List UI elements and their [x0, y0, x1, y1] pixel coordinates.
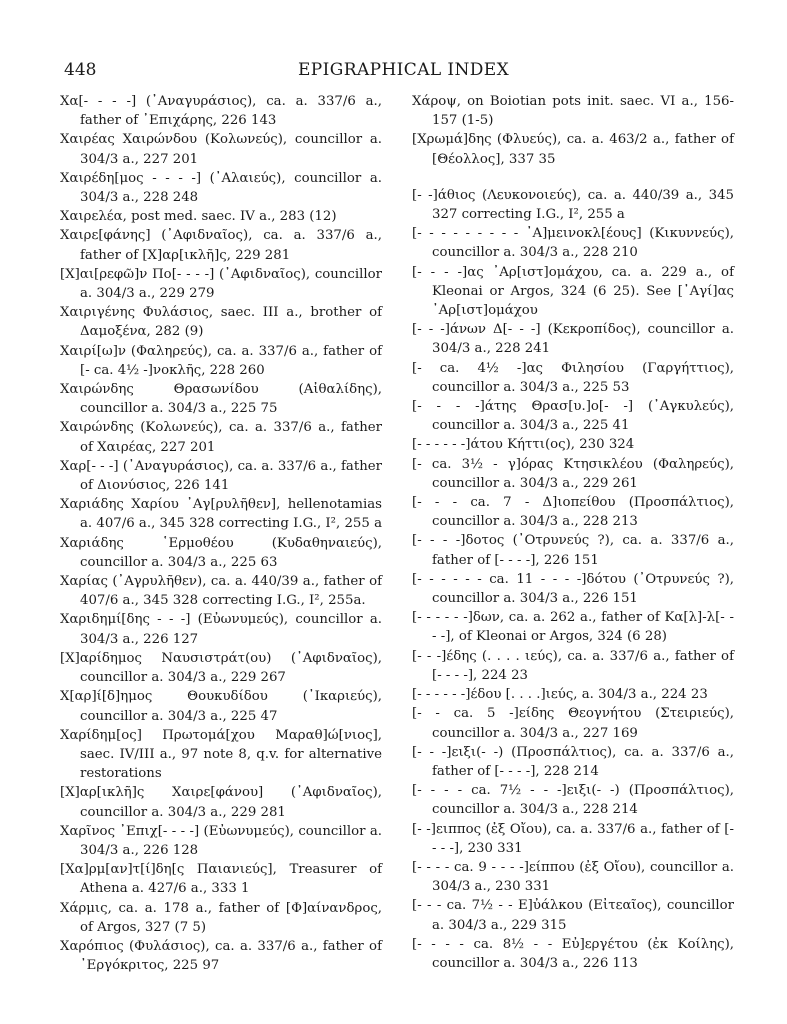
index-entry: [- - - - ca. 9 - - - -]είππου (ἐξ Οἴου), councillor a. 304/3 a., 230 331 — [412, 859, 734, 895]
index-entry: [- - - ca. 7½ - - Ε]ὐάλκου (Εἰτεαῖος), councillor a. 304/3 a., 229 315 — [412, 898, 734, 933]
index-entry: [- - - -]ας ᾿Αρ[ιστ]ομάχου, ca. a. 229 a., of Kleonai or Argos, 324 (6 25). See [᾿Αγί]ας ᾿Αρ[ιστ]ομάχου — [412, 264, 734, 319]
index-entry: [Χ]αρίδημος Ναυσιστράτ(ου) (᾿Αφιδναῖος), councillor a. 304/3 a., 229 267 — [60, 650, 382, 686]
index-entry: [- - - ca. 7 - Δ]ιοπείθου (Προσπάλτιος), councillor a. 304/3 a., 228 213 — [412, 495, 734, 530]
index-entry: [- - -]ειξι(- -) (Προσπάλτιος), ca. a. 337/6 a., father of [- - - -], 228 214 — [412, 744, 734, 779]
index-entry: [- - - - - -]άτου Κήττι(ος), 230 324 — [412, 437, 635, 453]
index-entry: [- - - - - - ca. 11 - - - -]δότου (᾿Οτρυνεύς ?), councillor a. 304/3 a., 226 151 — [412, 571, 734, 607]
index-entry: Χαιρέδη[μος - - - -] (᾿Αλαιεύς), councillor a. 304/3 a., 228 248 — [60, 170, 382, 206]
right-column — [412, 92, 734, 973]
index-entry: Χαιρε[φάνης] (᾿Αφιδναῖος), ca. a. 337/6 a., father of [Χ]αρ[ικλῆ]ς, 229 281 — [60, 228, 382, 263]
index-entry: Χαρῖνος ᾿Επιχ[- - - -] (Εὐωνυμεύς), councillor a. 304/3 a., 226 128 — [60, 823, 382, 858]
index-entry: [- - - - - -]δων, ca. a. 262 a., father of Κα[λ]-λ[- - - -], of Kleonai or Argos, 324 (6 28) — [412, 610, 734, 645]
index-entry: [- - - - - - - - - ᾿Α]μεινοκλ[έους] (Κικυννεύς), councillor a. 304/3 a., 228 210 — [412, 226, 734, 261]
index-entry: [Χ]αι[ρεφῶ]ν Πο[- - - -] (᾿Αφιδναῖος), councillor a. 304/3 a., 229 279 — [60, 266, 382, 302]
index-entry: Χαριάδης Χαρίου ᾿Αγ[ρυλῆθεν], hellenotamias a. 407/6 a., 345 328 correcting I.G., I², 255 a — [60, 497, 383, 532]
index-entry: Χαρίας (᾿Αγρυλῆθεν), ca. a. 440/39 a., father of 407/6 a., 345 328 correcting I.G., I², 255a. — [60, 574, 382, 609]
running-title: EPIGRAPHICAL INDEX — [298, 60, 510, 80]
index-entry: [- - - -]δοτος (᾿Οτρυνεύς ?), ca. a. 337/6 a., father of [- - - -], 226 151 — [412, 533, 734, 568]
index-entry: [- - - - - -]έδου [. . . .]ιεύς, a. 304/3 a., 224 23 — [412, 687, 708, 703]
index-entry: Χαριάδης ῾Ερμοθέου (Κυδαθηναιεύς), councillor a. 304/3 a., 225 63 — [60, 535, 382, 570]
index-entry: Χαιρί[ω]ν (Φαληρεύς), ca. a. 337/6 a., father of [- ca. 4½ -]νοκλῆς, 228 260 — [60, 343, 382, 378]
index-entry: [- - - - ca. 8½ - - Εὐ]εργέτου (ἐκ Κοίλης), councillor a. 304/3 a., 226 113 — [412, 936, 734, 971]
left-column — [60, 92, 382, 975]
index-entry: [Χρωμά]δης (Φλυεύς), ca. a. 463/2 a., father of [Θέολλος], 337 35 — [412, 132, 734, 167]
index-entry: [- - -]άνων Δ[- - -] (Κεκροπίδος), councillor a. 304/3 a., 228 241 — [412, 322, 734, 357]
page-number: 448 — [64, 60, 97, 80]
index-entry: [Χ]αρ[ικλῆ]ς Χαιρε[φάνου] (᾿Αφιδναῖος), councillor a. 304/3 a., 229 281 — [60, 785, 382, 820]
index-entry: Χαιριγένης Φυλάσιος, saec. III a., brother of Δαμοξένα, 282 (9) — [60, 305, 382, 340]
index-entry: Χαρόπιος (Φυλάσιος), ca. a. 337/6 a., father of ᾿Εργόκριτος, 225 97 — [60, 938, 382, 974]
index-entry: Χάροψ, on Boiotian pots init. saec. VI a., 156-157 (1-5) — [412, 94, 734, 129]
index-entry: [- - - - ca. 7½ - - -]ειξι(- -) (Προσπάλτιος), councillor a. 304/3 a., 228 214 — [412, 783, 734, 818]
index-entry: Χαριδημί[δης - - -] (Εὐωνυμεύς), councillor a. 304/3 a., 226 127 — [60, 612, 382, 647]
index-entry: Χα[- - - -] (᾿Αναγυράσιος), ca. a. 337/6 a., father of ᾿Επιχάρης, 226 143 — [60, 94, 382, 129]
index-entry: [- - - -]άτης Θρασ[υ.]ο[- -] (᾿Αγκυλεύς), councillor a. 304/3 a., 225 41 — [412, 399, 734, 434]
index-entry: [- ca. 3½ - γ]όρας Κτησικλέου (Φαληρεύς), councillor a. 304/3 a., 229 261 — [412, 456, 734, 491]
index-entry: Χαιρώνδης Θρασωνίδου (Αἰθαλίδης), councillor a. 304/3 a., 225 75 — [60, 382, 382, 417]
index-entry: [- - -]έδης (. . . . ιεύς), ca. a. 337/6 a., father of [- - - -], 224 23 — [412, 648, 734, 683]
index-entry: [Χα]ρμ[αν]τ[ί]δη[ς Παιανιεύς], Treasurer of Athena a. 427/6 a., 333 1 — [60, 862, 382, 897]
index-entry: Χαιρελέα, post med. saec. IV a., 283 (12) — [60, 209, 337, 225]
index-entry: Χαιρώνδης (Κολωνεύς), ca. a. 337/6 a., father of Χαιρέας, 227 201 — [60, 420, 382, 455]
index-entry: Χαρίδημ[ος] Πρωτομά[χου Μαραθ]ώ[νιος], saec. IV/III a., 97 note 8, q.v. for alternative restorations — [60, 727, 382, 782]
index-entry: [- -]άθιος (Λευκονοιεύς), ca. a. 440/39 a., 345 327 correcting I.G., I², 255 a — [412, 187, 734, 223]
index-entry: Χαρ[- - -] (᾿Αναγυράσιος), ca. a. 337/6 a., father of Διονύσιος, 226 141 — [60, 458, 382, 494]
index-entry: [- - ca. 5 -]είδης Θεογνήτου (Στειριεύς), councillor a. 304/3 a., 227 169 — [412, 706, 734, 741]
index-entry: [- -]ειππος (ἐξ Οἴου), ca. a. 337/6 a., father of [- - - -], 230 331 — [412, 821, 734, 856]
index-entry: Χαιρέας Χαιρώνδου (Κολωνεύς), councillor a. 304/3 a., 227 201 — [60, 132, 382, 167]
index-entry: Χάρμις, ca. a. 178 a., father of [Φ]αίνανδρος, of Argos, 327 (7 5) — [60, 900, 382, 935]
index-entry: [- ca. 4½ -]ας Φιλησίου (Γαργήττιος), councillor a. 304/3 a., 225 53 — [412, 360, 734, 395]
index-entry: Χ[αρ]ί[δ]ημος Θουκυδίδου (᾿Ικαριεύς), councillor a. 304/3 a., 225 47 — [60, 689, 382, 724]
